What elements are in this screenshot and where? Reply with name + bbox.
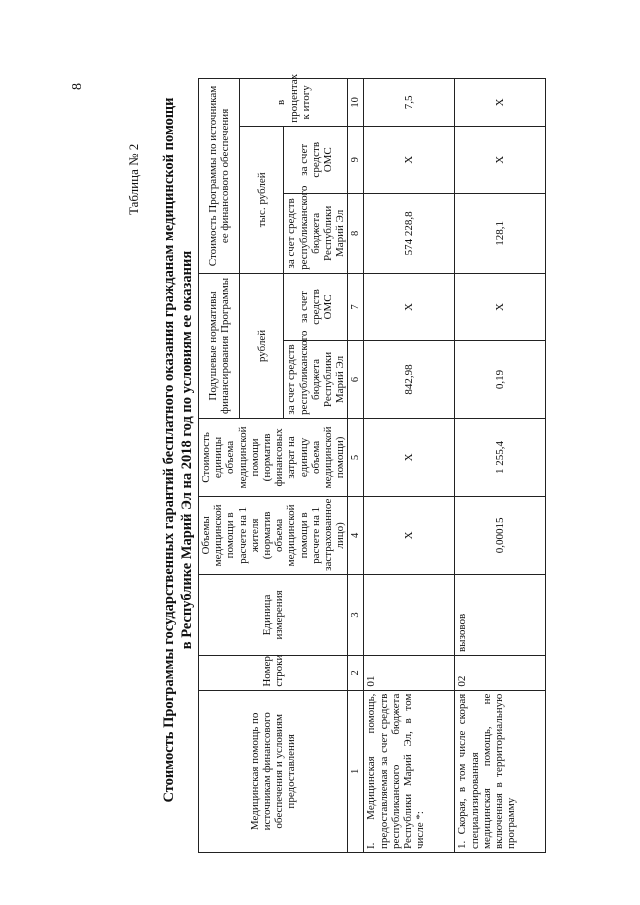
header-cost-budget: за счет средств республиканского бюджета Республики Марий Эл bbox=[284, 193, 348, 273]
row-name: 1. Скорая, в том числе скорая специализированная медицинская помощь, не включенная в территориальную программу bbox=[455, 690, 546, 852]
row-percent: Х bbox=[455, 79, 546, 127]
header-unit: Единица измерения bbox=[199, 574, 348, 655]
row-name: I. Медицинская помощь, предоставляемая за счет средств республиканского бюджета Республики Марий Эл, в том числе *: bbox=[364, 690, 455, 852]
row-cost-oms: Х bbox=[455, 126, 546, 193]
row-number: 02 bbox=[455, 656, 546, 691]
row-unit-cost: 1 255,4 bbox=[455, 418, 546, 496]
col-number: 5 bbox=[348, 418, 364, 496]
header-volume: Объемы медицинской помощи в расчете на 1 жителя (норматив объема медицинской помощи в расчете на 1 застрахованное лицо) bbox=[199, 496, 348, 574]
row-unit-cost: Х bbox=[364, 418, 455, 496]
col-number: 8 bbox=[348, 193, 364, 273]
title-line-2: в Республике Марий Эл на 2018 год по условиям ее оказания bbox=[179, 250, 195, 650]
header-row-number: Номер строки bbox=[199, 656, 348, 691]
header-per-capita-group: Подушевые нормативы финансирования Программы bbox=[199, 273, 240, 418]
row-cost-budget: 128,1 bbox=[455, 193, 546, 273]
col-number: 10 bbox=[348, 79, 364, 127]
row-per-capita-budget: 0,19 bbox=[455, 341, 546, 419]
header-per-capita-unit: рублей bbox=[240, 273, 284, 418]
table-number: Таблица № 2 bbox=[126, 143, 141, 215]
row-per-capita-oms: Х bbox=[455, 273, 546, 340]
row-volume: Х bbox=[364, 496, 455, 574]
col-number: 1 bbox=[348, 690, 364, 852]
header-per-capita-oms: за счет средств ОМС bbox=[284, 273, 348, 340]
col-number: 9 bbox=[348, 126, 364, 193]
row-percent: 7,5 bbox=[364, 79, 455, 127]
row-number: 01 bbox=[364, 656, 455, 691]
header-percent: в процентах к итогу bbox=[240, 79, 348, 127]
col-number: 3 bbox=[348, 574, 364, 655]
header-row-1 bbox=[199, 79, 240, 853]
column-numbers-row bbox=[348, 79, 364, 853]
header-cost-unit: тыс. рублей bbox=[240, 126, 284, 273]
header-unit-cost: Стоимость единицы объема медицинской помощи (норматив финансовых затрат на единицу объема медицинской помощи) bbox=[199, 418, 348, 496]
header-per-capita-budget: за счет средств республиканского бюджета Республики Марий Эл bbox=[284, 341, 348, 419]
col-number: 4 bbox=[348, 496, 364, 574]
table-row bbox=[455, 79, 546, 853]
row-cost-budget: 574 228,8 bbox=[364, 193, 455, 273]
row-unit bbox=[364, 574, 455, 655]
header-cost-oms: за счет средств ОМС bbox=[284, 126, 348, 193]
title-line-1: Стоимость Программы государственных гарантий бесплатного оказания гражданам медицинской помощи bbox=[161, 97, 177, 803]
table-row bbox=[364, 79, 455, 853]
program-cost-table bbox=[198, 73, 546, 853]
page-number: 8 bbox=[70, 83, 85, 90]
row-unit: вызовов bbox=[455, 574, 546, 655]
row-cost-oms: Х bbox=[364, 126, 455, 193]
header-cost-group: Стоимость Программы по источникам ее финансового обеспечения bbox=[199, 79, 240, 274]
row-per-capita-oms: Х bbox=[364, 273, 455, 340]
col-number: 2 bbox=[348, 656, 364, 691]
row-volume: 0,00015 bbox=[455, 496, 546, 574]
row-per-capita-budget: 842,98 bbox=[364, 341, 455, 419]
table-title bbox=[160, 90, 196, 810]
col-number: 6 bbox=[348, 341, 364, 419]
col-number: 7 bbox=[348, 273, 364, 340]
header-medical-care: Медицинская помощь по источникам финансового обеспечения и условиям предоставления bbox=[199, 690, 348, 852]
